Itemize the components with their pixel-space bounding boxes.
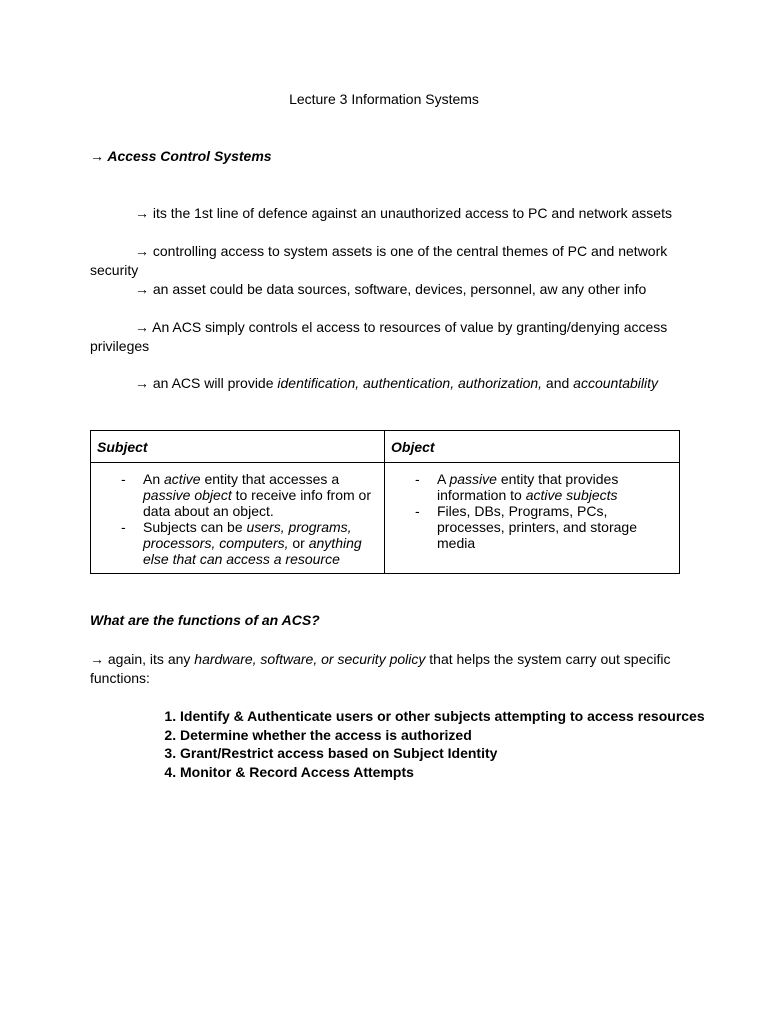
list-item: - A passive entity that provides information to active subjects <box>437 471 673 503</box>
arrow-icon: → <box>90 148 104 164</box>
list-item: 4. Monitor & Record Access Attempts <box>180 763 740 782</box>
subject-list <box>97 471 378 567</box>
list-item: - An active entity that accesses a passive object to receive info from or data about an object. <box>143 471 378 519</box>
list-item: - Files, DBs, Programs, PCs, processes, printers, and storage media <box>437 503 673 551</box>
section-heading-text: Access Control Systems <box>107 148 272 164</box>
bullet-text: an asset could be data sources, software, devices, personnel, aw any other info <box>152 281 647 297</box>
functions-question: What are the functions of an ACS? <box>90 612 320 628</box>
bullet-line-5 <box>90 374 680 393</box>
functions-intro: → again, its any hardware, software, or security policy that helps the system carry out specific functions: <box>90 651 671 686</box>
bullet-text: controlling access to system assets is one of the central themes of PC and network security <box>90 243 668 278</box>
bullet-text: its the 1st line of defence against an unauthorized access to PC and network assets <box>152 205 672 221</box>
bullet-text: and <box>542 375 574 391</box>
list-item: - Subjects can be users, programs, processors, computers, or anything else that can access a resource <box>143 519 378 567</box>
subject-header: Subject <box>91 431 385 463</box>
bullet-line-2 <box>90 242 680 280</box>
subject-object-table <box>90 430 680 574</box>
document-title: Lecture 3 Information Systems <box>289 91 479 107</box>
functions-list <box>90 707 740 781</box>
arrow-icon: → <box>135 205 149 221</box>
bullet-line-4 <box>90 318 680 356</box>
bullet-line-3 <box>90 280 680 299</box>
arrow-icon: → <box>135 319 149 335</box>
section-heading <box>90 148 272 164</box>
bullet-italic-terms: identification, authentication, authorization, <box>277 375 543 391</box>
bullet-text: An ACS simply controls el access to resources of value by granting/denying access privileges <box>90 319 668 354</box>
arrow-icon: → <box>135 281 149 297</box>
arrow-icon: → <box>135 375 149 391</box>
table-row <box>91 463 680 574</box>
list-item: 2. Determine whether the access is authorized <box>180 726 740 745</box>
list-item: 1. Identify & Authenticate users or other subjects attempting to access resources <box>180 707 740 726</box>
list-item: 3. Grant/Restrict access based on Subject Identity <box>180 744 740 763</box>
subject-cell <box>91 463 385 574</box>
object-header: Object <box>385 431 680 463</box>
table-header-row <box>91 431 680 463</box>
object-cell <box>385 463 680 574</box>
bullet-italic-term: accountability <box>573 375 658 391</box>
bullet-text: an ACS will provide <box>152 375 278 391</box>
bullet-line-1 <box>90 204 680 223</box>
arrow-icon: → <box>90 651 104 667</box>
arrow-icon: → <box>135 243 149 259</box>
object-list <box>391 471 673 551</box>
